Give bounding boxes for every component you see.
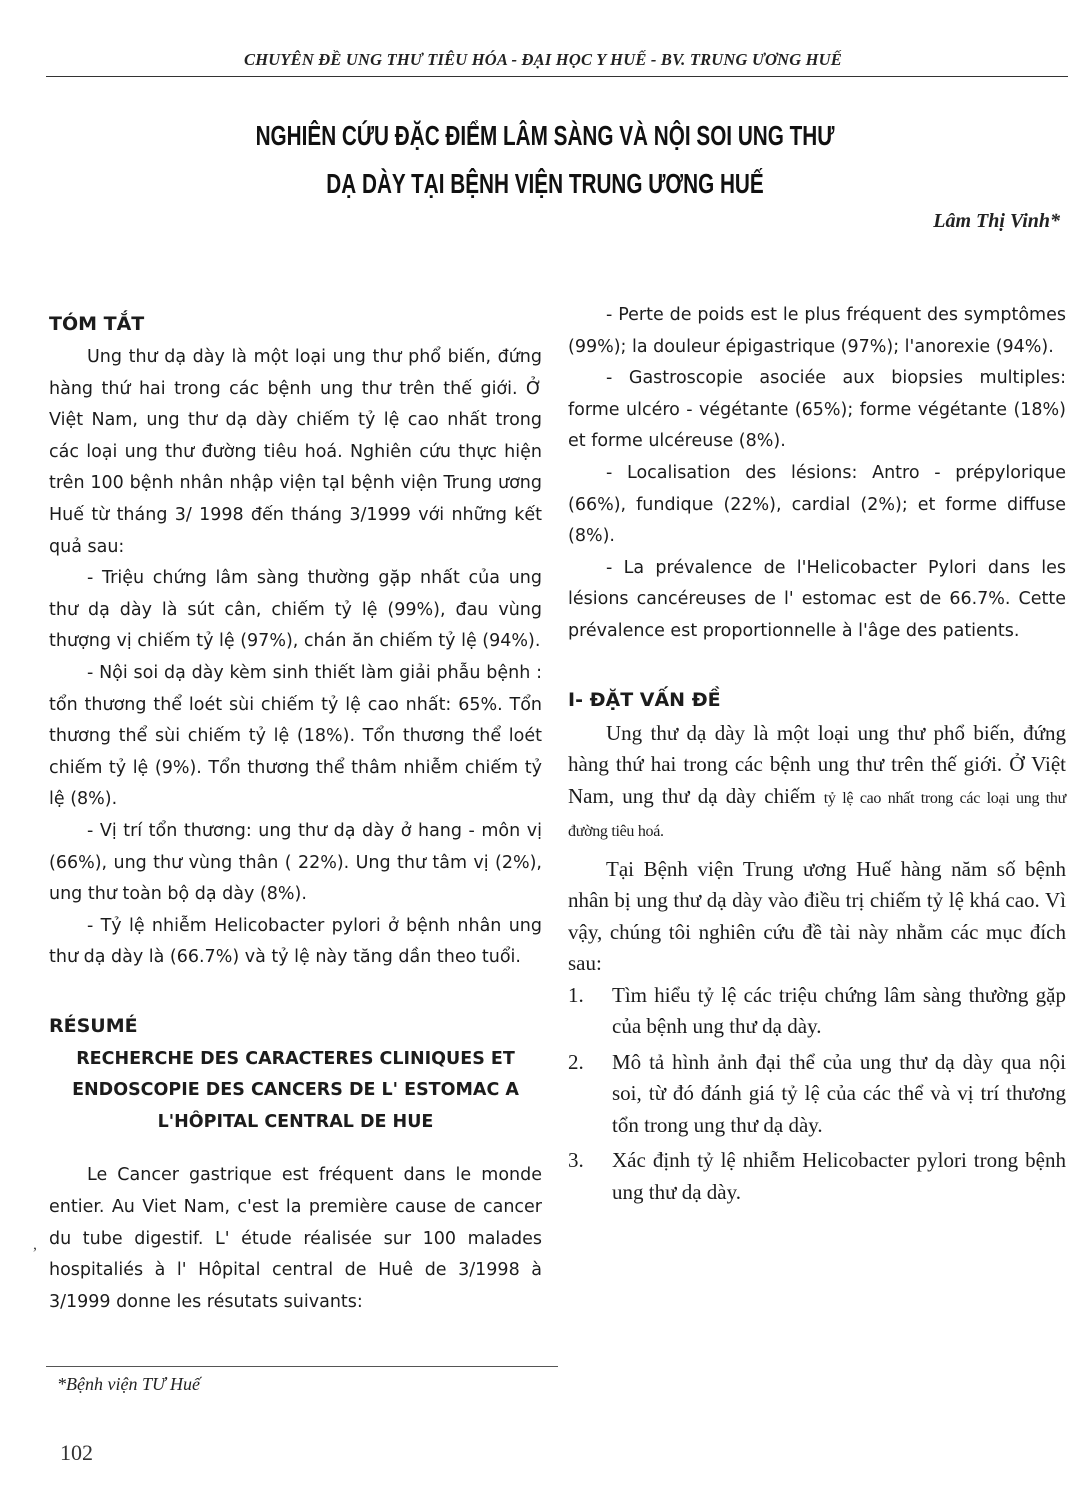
aims-list — [568, 980, 1066, 1209]
footnote-divider — [46, 1366, 558, 1367]
spacer — [49, 1138, 542, 1160]
spacer — [568, 648, 1066, 676]
abstract-fr-point: - Localisation des lésions: Antro - prépylorique (66%), fundique (22%), cardial (2%); et forme diffuse (8%). — [568, 462, 1066, 547]
author: Lâm Thị Vinh* — [933, 210, 1060, 232]
section-1-paragraph-main: Ung thư dạ dày là một loại ung thư phổ biến, đứng hàng thứ hai trong các bệnh ung thư trên thế giới. Ở Việt Nam, ung thư dạ dày chiếm — [568, 720, 1066, 808]
aim-number: 3. — [568, 1148, 584, 1173]
section-1-body — [568, 718, 1066, 1209]
page-number: 102 — [60, 1440, 93, 1465]
stray-mark: , — [33, 1236, 37, 1253]
title-line-2: DẠ DÀY TẠI BỆNH VIỆN TRUNG ƯƠNG HUẾ — [326, 168, 764, 199]
right-column — [568, 300, 1066, 1212]
abstract-fr-point: - Perte de poids est le plus fréquent des symptômes (99%); la douleur épigastrique (97%); l'anorexie (94%). — [568, 305, 1066, 357]
footnote: *Bệnh viện TƯ Huế — [57, 1374, 201, 1394]
list-item — [568, 1145, 1066, 1208]
abstract-fr-point: - Gastroscopie asociée aux biopsies multiples: forme ulcéro - végétante (65%); forme végétante (18%) et forme ulcéreuse (8%). — [568, 368, 1066, 452]
abstract-vi-point: - Vị trí tổn thương: ung thư dạ dày ở hang - môn vị (66%), ung thư vùng thân ( 22%). Ung thư tâm vị (2%), ung thư toàn bộ dạ dày (8%). — [49, 820, 542, 905]
abstract-vi-point: - Tỷ lệ nhiễm Helicobacter pylori ở bệnh nhân ung thư dạ dày là (66.7%) và tỷ lệ này tăng dần theo tuổi. — [49, 915, 542, 968]
abstract-vi-point: - Triệu chứng lâm sàng thường gặp nhất của ung thư dạ dày là sút cân, chiếm tỷ lệ (99%), đau vùng thượng vị chiếm tỷ lệ (97%), chán ăn chiếm tỷ lệ (94%). — [49, 568, 542, 652]
section-1-paragraph — [568, 718, 1066, 848]
abstract-fr-intro: Le Cancer gastrique est fréquent dans le monde entier. Au Viet Nam, c'est la première cause de cancer du tube digestif. L' étude réalisée sur 100 malades hospitaliés à l' Hôpital central de Huê de 3/1998 à 3/1999 donne les résutats suivants: — [49, 1165, 542, 1312]
section-1-paragraph-tail: tỷ lệ cao nhất trong các loại ung thư đường tiêu hoá. — [568, 789, 1066, 841]
section-1-heading: I- ĐẶT VẤN ĐỀ — [568, 688, 721, 711]
abstract-vi-point: - Nội soi dạ dày kèm sinh thiết làm giải phẫu bệnh : tổn thương thể loét sùi chiếm tỷ lệ cao nhất: 65%. Tổn thương thể sùi chiếm tỷ lệ (18%). Tổn thương thể loét chiếm tỷ lệ (9%). Tổn thương thể thâm nhiễm chiếm tỷ lệ (8%). — [49, 662, 542, 810]
abstract-fr-point: - La prévalence de l'Helicobacter Pylori dans les lésions cancéreuses de l' estomac est de 66.7%. Cette prévalence est proportionnelle à l'âge des patients. — [568, 557, 1066, 641]
abstract-fr-heading: RÉSUMÉ — [49, 1014, 138, 1037]
left-column — [49, 300, 542, 1318]
title-line-1: NGHIÊN CỨU ĐẶC ĐIỂM LÂM SÀNG VÀ NỘI SOI UNG THƯ — [255, 120, 835, 151]
spacer — [49, 974, 542, 1002]
aim-text: Xác định tỷ lệ nhiễm Helicobacter pylori trong bệnh ung thư dạ dày. — [612, 1148, 1066, 1204]
aim-text: Tìm hiểu tỷ lệ các triệu chứng lâm sàng thường gặp của bệnh ung thư dạ dày. — [612, 982, 1066, 1039]
section-1-paragraph: Tại Bệnh viện Trung ương Huế hàng năm số bệnh nhân bị ung thư dạ dày vào điều trị chiếm tỷ lệ khá cao. Vì vậy, chúng tôi nghiên cứu đề tài này nhằm các mục đích sau: — [568, 856, 1066, 976]
abstract-fr-title: RECHERCHE DES CARACTERES CLINIQUES ET ENDOSCOPIE DES CANCERS DE L' ESTOMAC A L'HÔPITAL CENTRAL DE HUE — [72, 1048, 519, 1132]
aim-number: 1. — [568, 982, 584, 1007]
abstract-vi-heading: TÓM TẮT — [49, 313, 145, 335]
article-title — [120, 112, 971, 208]
aim-number: 2. — [568, 1049, 584, 1074]
abstract-vi-intro: Ung thư dạ dày là một loại ung thư phổ biến, đứng hàng thứ hai trong các bệnh ung thư trên thế giới. Ở Việt Nam, ung thư dạ dày chiếm tỷ lệ cao nhất trong các loại ung thư đường tiêu hoá. Nghiên cứu thực hiện trên 100 bệnh nhân nhập viện tạI bệnh viện Trung ương Huế từ tháng 3/ 1998 đến tháng 3/1999 với những kết quả sau: — [49, 347, 542, 557]
aim-text: Mô tả hình ảnh đại thể của ung thư dạ dày qua nội soi, từ đó đánh giá tỷ lệ của các thể và vị trí thương tổn trong ung thư dạ dày. — [612, 1049, 1066, 1137]
header-divider — [46, 76, 1068, 77]
running-header: CHUYÊN ĐỀ UNG THƯ TIÊU HÓA - ĐẠI HỌC Y HUẾ - BV. TRUNG ƯƠNG HUẾ — [243, 50, 842, 69]
list-item — [568, 1047, 1066, 1142]
list-item — [568, 980, 1066, 1043]
